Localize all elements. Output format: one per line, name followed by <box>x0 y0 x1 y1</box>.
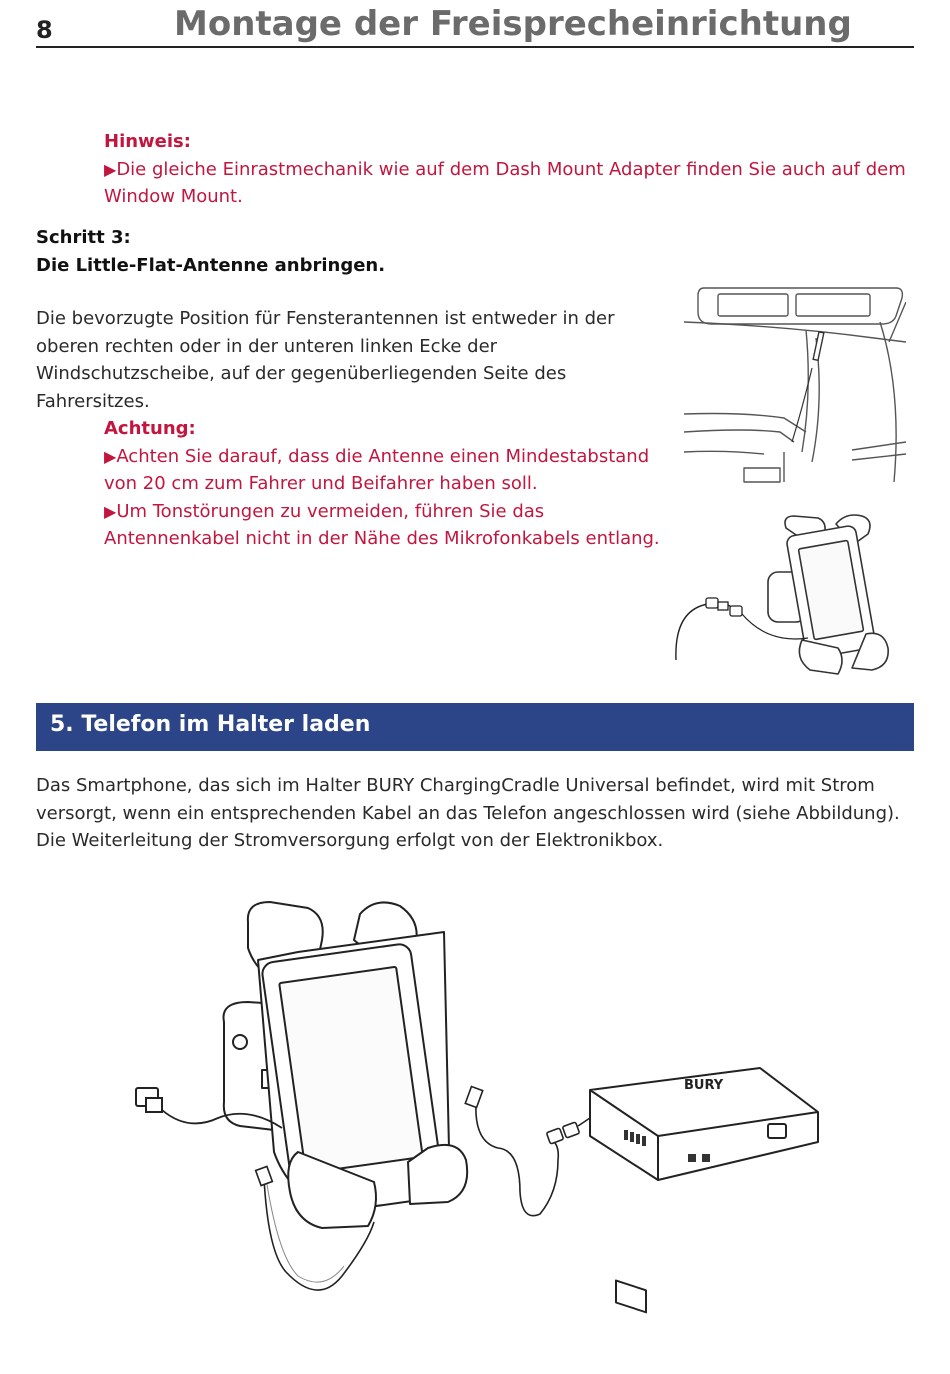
page-number: 8 <box>36 16 53 44</box>
step-title: Die Little-Flat-Antenne anbringen. <box>36 254 386 276</box>
bullet-arrow-icon: ▶ <box>104 446 117 466</box>
antenna-paragraph: Die bevorzugte Position für Fensterantennen ist entweder in der oberen rechten oder in der unteren linken Ecke der Windschutzscheibe, auf der gegenüberliegenden Seite des Fahrersitzes. <box>36 308 615 412</box>
header-rule <box>36 46 914 48</box>
step-label: Schritt 3: <box>36 227 131 248</box>
caution-item-text: Achten Sie darauf, dass die Antenne einen Mindestabstand von 20 cm zum Fahrer und Beifahrer haben soll. <box>104 445 650 494</box>
caution-heading: Achtung: <box>104 418 196 439</box>
caution-item <box>104 498 664 553</box>
windshield-antenna-illustration <box>684 282 906 484</box>
step-heading <box>36 224 656 279</box>
section-title: 5. Telefon im Halter laden <box>50 712 371 737</box>
cradle-antenna-illustration <box>668 510 904 682</box>
caution-item-text: Um Tonstörungen zu vermeiden, führen Sie das Antennenkabel nicht in der Nähe des Mikrofonkabels entlang. <box>104 500 660 549</box>
bullet-arrow-icon: ▶ <box>104 159 117 179</box>
bullet-arrow-icon: ▶ <box>104 501 117 521</box>
note-block <box>104 128 919 211</box>
charging-cradle-illustration <box>128 892 828 1332</box>
note-text <box>104 156 919 211</box>
note-heading: Hinweis: <box>104 131 191 152</box>
note-body: Die gleiche Einrastmechanik wie auf dem Dash Mount Adapter finden Sie auch auf dem Window Mount. <box>104 158 906 207</box>
charging-paragraph: Das Smartphone, das sich im Halter BURY ChargingCradle Universal befindet, wird mit Strom versorgt, wenn ein entsprechenden Kabel an das Telefon angeschlossen wird (siehe Abbildung). Die Weiterleitung der Stromversorgung erfolgt von der Elektronikbox. <box>36 775 900 851</box>
caution-item <box>104 443 664 498</box>
caution-block <box>104 415 664 553</box>
box-brand-label: BURY <box>684 1078 724 1093</box>
page-title: Montage der Freisprecheinrichtung <box>174 4 852 44</box>
